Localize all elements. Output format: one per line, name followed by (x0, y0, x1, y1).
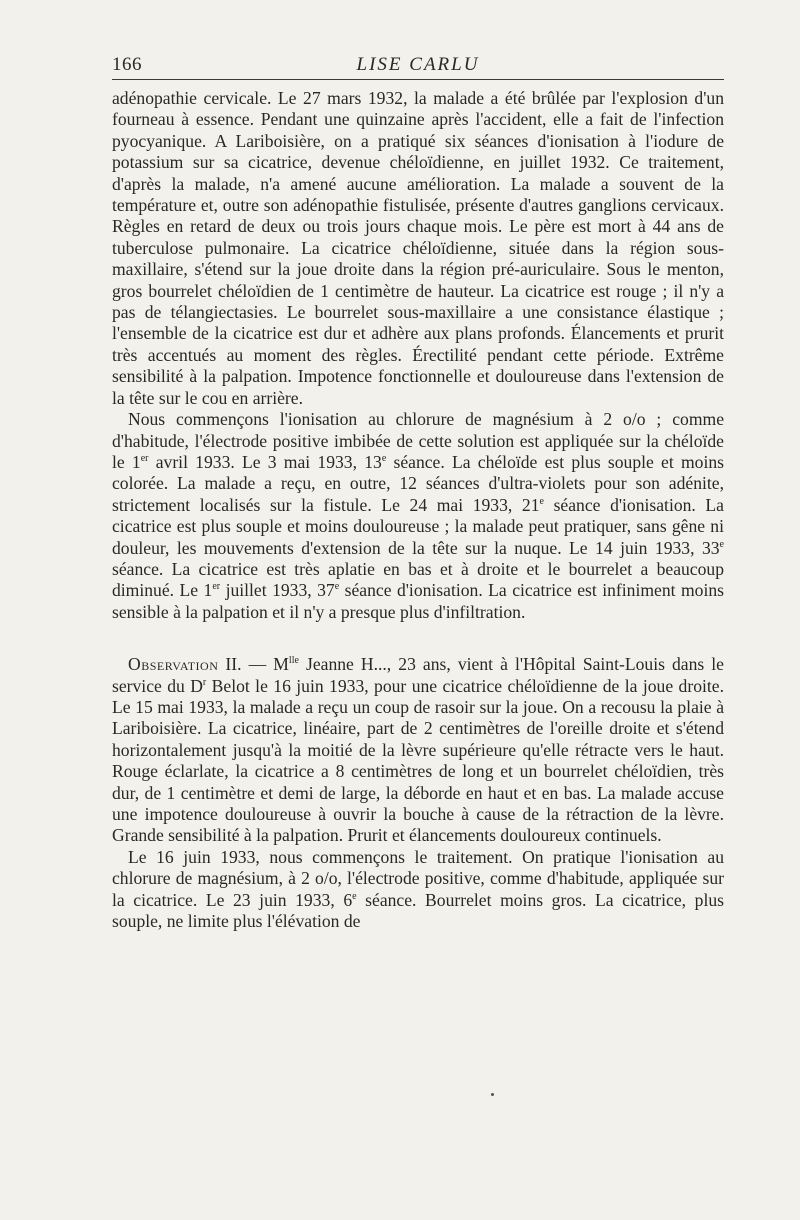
paragraph-treatment (112, 409, 724, 623)
superscript: e (334, 581, 340, 593)
superscript: er (212, 581, 221, 593)
paragraph-text: adénopathie cervicale. Le 27 mars 1932, la malade a été brûlée par l'explosion d'un fourneau à essence. Pendant une quinzaine après l'accident, elle a fait de l'infection pyocyanique. A Lariboisière, on a pratiqué six séances d'ionisation à l'iodure de potassium sur sa cicatrice, devenue chéloïdienne, en juillet 1932. Ce traitement, d'après la malade, n'a amené aucune amélioration. La malade a souvent de la température et, outre son adénopathie fistulisée, présente d'autres ganglions cervicaux. Règles en retard de deux ou trois jours chaque mois. Le père est mort à 44 ans de tuberculose pulmonaire. La cicatrice chéloïdienne, située dans la région sous-maxillaire, s'étend sur la joue droite dans la région pré-auriculaire. Sous le menton, gros bourrelet chéloïdien de 1 centimètre de hauteur. La cicatrice est rouge ; il n'y a pas de télangiectasies. Le bourrelet sous-maxillaire a une consistance élastique ; l'ensemble de la cicatrice est dur et adhère aux plans profonds. Élancements et prurit très accentués au moment des règles. Érectilité pendant cette période. Extrême sensibilité à la palpation. Impotence fonctionnelle et douloureuse dans l'extension de la tête sur le cou en arrière. (112, 88, 724, 408)
superscript: e (381, 452, 387, 464)
running-title: LISE CARLU (356, 54, 480, 75)
superscript: r (202, 676, 207, 688)
paragraph-text: Le 16 juin 1933, nous commençons le traitement. On pratique l'ionisation au chlorure de magnésium, à 2 o/o, l'électrode positive, comme d'habitude, appliquée sur la cicatrice. Le 23 juin 1933, 6 (112, 846, 724, 910)
page-header (112, 50, 724, 78)
superscript: e (352, 890, 357, 902)
paragraph-text: Jeanne H..., 23 ans, vient à l'Hôpital Saint-Louis dans le service du D (112, 654, 724, 696)
paragraph-text: séance d'ionisation. La cicatrice est plus souple et moins douloureuse ; la malade peut pratiquer, sans gêne ni douleur, les mouvements d'extension de la tête sur la nuque. Le 14 juin 1933, 33 (112, 494, 724, 558)
superscript: e (539, 495, 544, 507)
paragraph-text: séance d'ionisation. La cicatrice est infiniment moins sensible à la palpation et il n'y a presque plus d'infiltration. (112, 580, 724, 622)
ink-speck (491, 1093, 494, 1096)
header-rule (112, 79, 724, 80)
superscript: lle (288, 655, 299, 667)
superscript: e (719, 538, 724, 550)
paragraph-text: Belot le 16 juin 1933, pour une cicatrice chéloïdienne de la joue droite. Le 15 mai 1933, la malade a reçu un coup de rasoir sur la joue. On a recousu la plaie à Lariboisière. La cicatrice, linéaire, part de 2 centimètres de l'oreille droite et s'étend horizontalement jusqu'à la moitié de la lèvre supérieure qu'elle rétracte vers le haut. Rouge éclarlate, la cicatrice a 8 centimètres de long et un bourrelet chéloïdien, très dur, de 1 centimètre et demi de large, la déborde en haut et en bas. La malade accuse une impotence douloureuse à ouvrir la bouche à cause de la rétraction de la lèvre. Grande sensibilité à la palpation. Prurit et élancements douloureux continuels. (112, 675, 724, 846)
paragraph-text: avril 1933. Le 3 mai 1933, 13 (148, 451, 382, 472)
paragraph-text: séance. La cicatrice est très aplatie en bas et à droite et le bourrelet a beaucoup diminué. Le 1 (112, 558, 724, 601)
paragraph-text: Nous commençons l'ionisation au chlorure de magnésium à 2 o/o ; comme d'habitude, l'électrode positive imbibée de cette solution est appliquée sur la chéloïde le 1 (112, 409, 724, 472)
paragraph-case-history (112, 88, 724, 409)
superscript: er (140, 452, 149, 464)
paragraph-observation-2 (112, 654, 724, 847)
body-text (112, 88, 724, 932)
paragraph-text: séance. La chéloïde est plus souple et moins colorée. La malade a reçu, en outre, 12 séances d'ultra-violets pour son adénite, strictement localisés sur la fistule. Le 24 mai 1933, 21 (112, 451, 724, 515)
paragraph-observation-2-treatment (112, 847, 724, 933)
observation-label: Observation (128, 654, 219, 675)
page-number: 166 (112, 54, 142, 75)
paragraph-text: II. — M (218, 654, 289, 675)
paragraph-text: juillet 1933, 37 (220, 580, 335, 601)
paragraph-text: séance. Bourrelet moins gros. La cicatrice, plus souple, ne limite plus l'élévation de (112, 889, 724, 932)
